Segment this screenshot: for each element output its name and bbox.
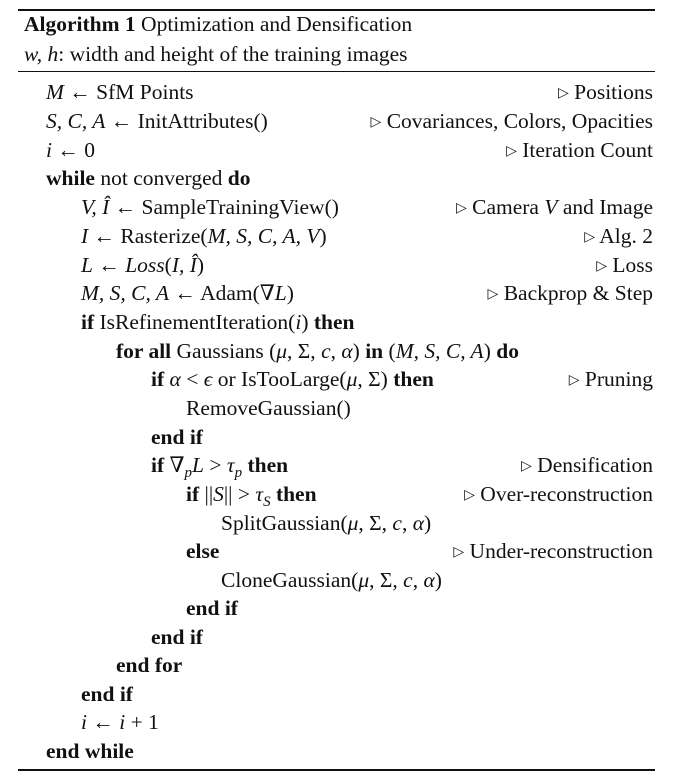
line-code: I ← Rasterize(M, S, C, A, V) [81, 224, 327, 248]
line-code: if $\nabla_pL > \tau_p$ then [151, 453, 289, 481]
algorithm-line [0, 653, 675, 681]
line-code: CloneGaussian(μ, Σ, c, α) [221, 568, 442, 592]
line-comment: ▷ Positions [557, 80, 653, 104]
algorithm-line [0, 224, 675, 252]
line-comment: ▷ Alg. 2 [584, 224, 653, 248]
algorithm-line [0, 195, 675, 223]
line-code: L ← Loss(I, Î) [81, 253, 205, 277]
comment-marker-icon: ▷ [370, 115, 382, 130]
line-code: M, S, C, A ← Adam(∇L) [81, 281, 294, 305]
line-code: V, Î ← SampleTrainingView() [81, 195, 339, 219]
algorithm-line [0, 166, 675, 194]
input-description: : width and height of the training images [58, 42, 408, 66]
line-code: RemoveGaussian() [186, 396, 351, 420]
line-code: i ← 0 [46, 138, 95, 162]
line-code: end if [151, 425, 203, 449]
algorithm-line [0, 281, 675, 309]
algorithm-label: Algorithm 1 [24, 12, 136, 36]
comment-marker-icon: ▷ [453, 545, 465, 560]
line-comment: ▷ Iteration Count [506, 138, 653, 162]
comment-marker-icon: ▷ [455, 201, 467, 216]
algorithm-title: Optimization and Densification [135, 12, 413, 36]
line-code: if α < ϵ or IsTooLarge(μ, Σ) then [151, 367, 434, 391]
line-code: while not converged do [46, 166, 251, 190]
line-comment: ▷ Backprop & Step [487, 281, 653, 305]
algorithm-line [0, 568, 675, 596]
line-comment: ▷ Pruning [568, 367, 653, 391]
comment-marker-icon: ▷ [568, 373, 580, 388]
algorithm-input-description [24, 42, 408, 67]
line-code: SplitGaussian(μ, Σ, c, α) [221, 511, 432, 535]
comment-marker-icon: ▷ [557, 86, 569, 101]
comment-marker-icon: ▷ [506, 144, 517, 159]
caption-rule [18, 71, 655, 72]
line-code: end if [186, 596, 238, 620]
algorithm-line [0, 339, 675, 367]
input-variables: w, h [24, 42, 59, 66]
line-code: if $||S|| > \tau_S$ then [186, 482, 317, 510]
algorithm-line [0, 682, 675, 710]
line-code: end if [81, 682, 133, 706]
algorithm-line [0, 80, 675, 108]
line-comment: ▷ Under-reconstruction [453, 539, 653, 563]
comment-marker-icon: ▷ [464, 488, 475, 503]
line-code: for all Gaussians (μ, Σ, c, α) in (M, S, C, A) do [116, 339, 519, 363]
line-code: M ← SfM Points [46, 80, 194, 104]
comment-marker-icon: ▷ [584, 230, 596, 245]
algorithm-line [0, 138, 675, 166]
algorithm-line [0, 253, 675, 281]
algorithm-line [0, 396, 675, 424]
line-code: end for [116, 653, 183, 677]
line-code: end if [151, 625, 203, 649]
algorithm-line [0, 739, 675, 767]
comment-marker-icon: ▷ [521, 459, 532, 474]
line-code: end while [46, 739, 134, 763]
algorithm-line [0, 109, 675, 137]
line-comment: ▷ Over-reconstruction [464, 482, 653, 506]
algorithm-line [0, 596, 675, 624]
top-rule [18, 9, 655, 11]
comment-marker-icon: ▷ [487, 287, 499, 302]
algorithm-line [0, 482, 675, 510]
algorithm-line [0, 425, 675, 453]
line-comment: ▷ Covariances, Colors, Opacities [370, 109, 653, 133]
algorithm-line [0, 367, 675, 395]
bottom-rule [18, 769, 655, 771]
line-comment: ▷ Loss [596, 253, 653, 277]
line-code: S, C, A ← InitAttributes() [46, 109, 268, 133]
line-code: i ← i + 1 [81, 710, 159, 734]
line-comment: ▷ Densification [521, 453, 653, 477]
line-comment: ▷ Camera V and Image [455, 195, 653, 219]
algorithm-line [0, 453, 675, 481]
comment-marker-icon: ▷ [596, 259, 607, 274]
algorithm-line [0, 710, 675, 738]
algorithm-line [0, 310, 675, 338]
line-code: if IsRefinementIteration(i) then [81, 310, 355, 334]
algorithm-line [0, 539, 675, 567]
algorithm-caption [24, 12, 412, 37]
algorithm-line [0, 511, 675, 539]
line-code: else [186, 539, 220, 563]
algorithm-line [0, 625, 675, 653]
